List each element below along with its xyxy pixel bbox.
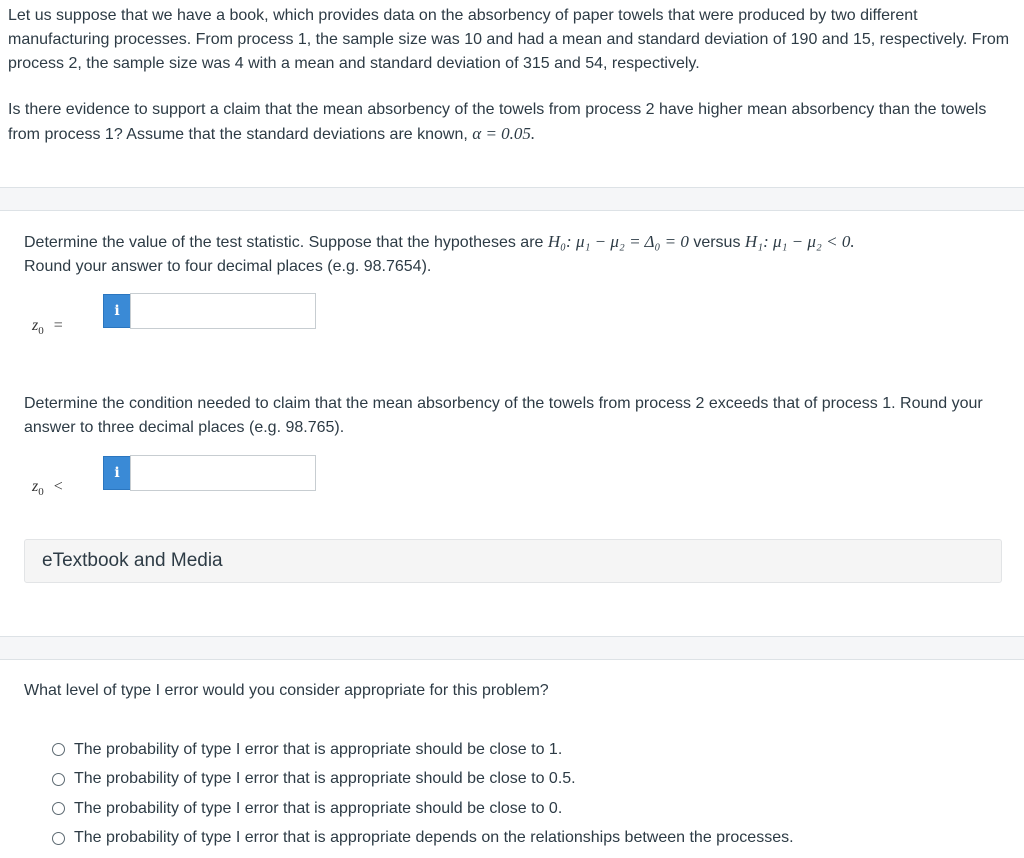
option-close-to-0[interactable] (52, 794, 794, 824)
radio-button[interactable] (52, 773, 65, 786)
type-one-error-question: What level of type I error would you consider appropriate for this problem? (24, 682, 549, 699)
etextbook-media-button[interactable]: eTextbook and Media (24, 539, 1002, 583)
option-close-to-1[interactable] (52, 735, 794, 765)
problem-statement (8, 4, 1018, 147)
radio-button[interactable] (52, 832, 65, 845)
alternative-hypothesis: H₁: μ₁ − μ₂ < 0. (744, 232, 855, 251)
z0-label: $z_0$ = (32, 317, 63, 338)
problem-paragraph: Let us suppose that we have a book, which provides data on the absorbency of paper towels that were produced by two different manufacturing processes. From process 1, the sample size was 10 and had a mean and standard deviation of 190 and 15, respectively. From process 2, the sample size was 4 with a mean and standard deviation of 315 and 54, respectively. (8, 7, 1010, 72)
question-text: Determine the value of the test statistic. Suppose that the hypotheses are (24, 234, 544, 251)
rounding-instruction: Round your answer to four decimal places (e.g. 98.7654). (24, 258, 432, 275)
info-icon[interactable]: i (103, 456, 131, 490)
option-label: The probability of type I error that is appropriate should be close to 0.5. (74, 770, 576, 788)
problem-question (8, 98, 1018, 147)
info-icon[interactable]: i (103, 294, 131, 328)
option-depends-on-processes[interactable] (52, 824, 794, 854)
problem-question-text: Is there evidence to support a claim that the mean absorbency of the towels from process 2 have higher mean absorbency than the towels from process 1? Assume that the standard deviations are known, (8, 101, 987, 143)
null-hypothesis: H₀: μ₁ − μ₂ = Δ₀ = 0 (547, 232, 689, 251)
section-divider (0, 636, 1024, 660)
radio-button[interactable] (52, 802, 65, 815)
section-divider (0, 187, 1024, 211)
option-label: The probability of type I error that is appropriate depends on the relationships between the processes. (74, 829, 794, 847)
condition-input[interactable] (130, 455, 316, 491)
versus-text: versus (693, 234, 741, 251)
option-close-to-0-5[interactable] (52, 765, 794, 795)
radio-button[interactable] (52, 743, 65, 756)
condition-question: Determine the condition needed to claim that the mean absorbency of the towels from process 2 exceeds that of process 1. Round your answer to three decimal places (e.g. 98.765). (24, 395, 983, 436)
z0-condition-label: $z_0$ < (32, 478, 63, 499)
test-statistic-input[interactable] (130, 293, 316, 329)
test-statistic-question (24, 230, 1014, 279)
option-label: The probability of type I error that is appropriate should be close to 0. (74, 799, 563, 817)
alpha-value: α = 0.05. (472, 124, 536, 143)
option-label: The probability of type I error that is appropriate should be close to 1. (74, 740, 563, 758)
answer-options (52, 735, 794, 853)
